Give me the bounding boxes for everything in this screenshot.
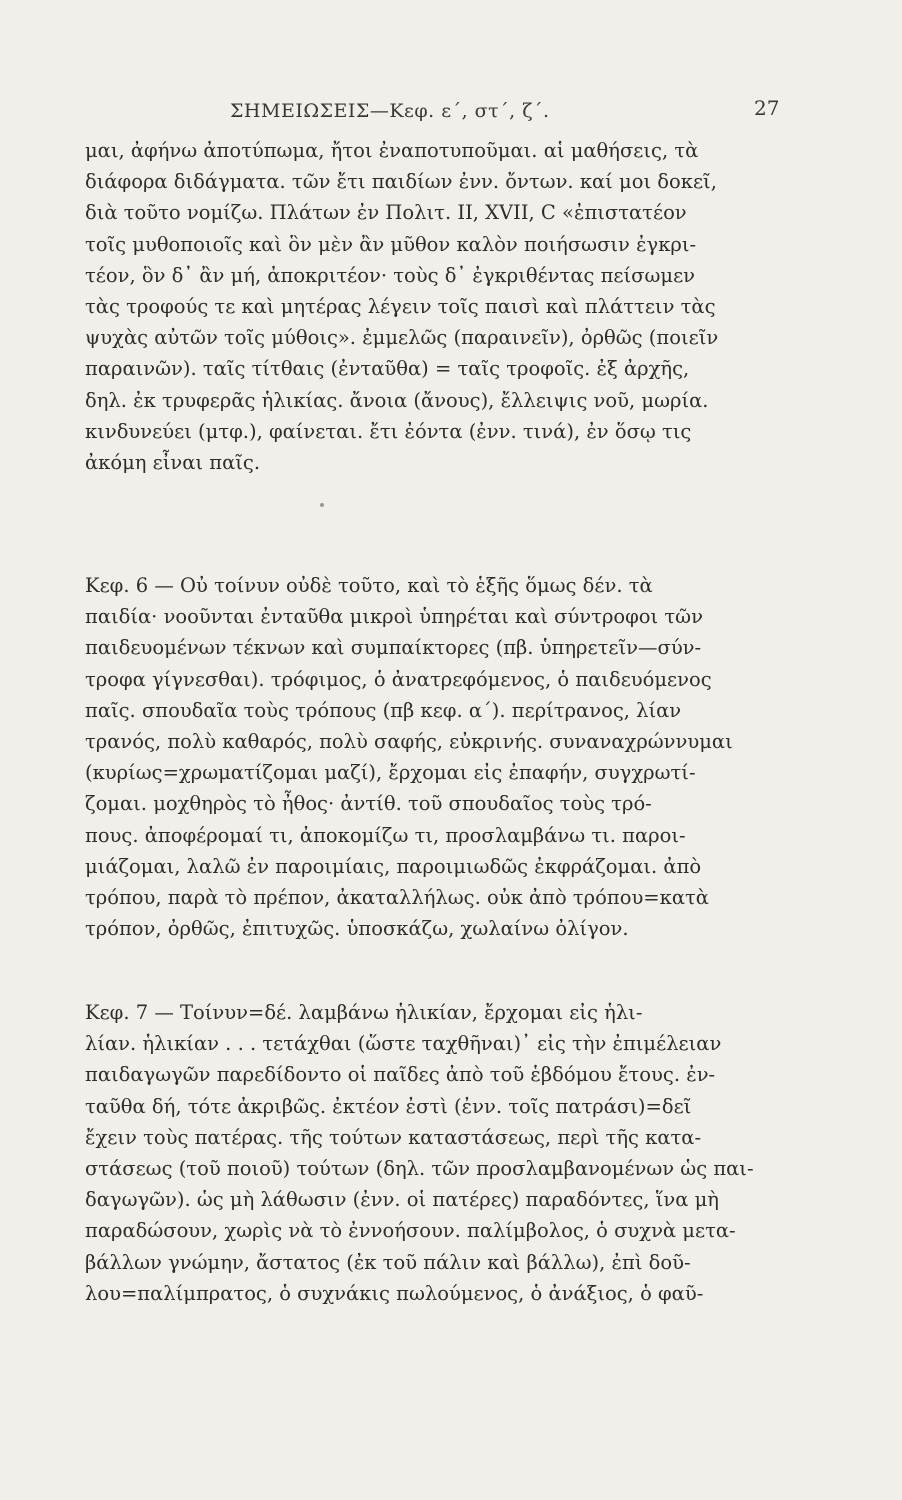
text-line: πους. ἀποφέρομαί τι, ἀποκομίζω τι, προσλαμβάνω τι. παροι- [85, 823, 686, 847]
page-number: 27 [754, 96, 780, 120]
text-line: παιδευομένων τέκνων καὶ συμπαίκτορες (πβ. ὑπηρετεῖν—σύν- [85, 636, 702, 660]
text-line: κινδυνεύει (μτφ.), φαίνεται. ἔτι ἐόντα (ἐνν. τινά), ἐν ὅσῳ τις [85, 419, 692, 443]
text-line: στάσεως (τοῦ ποιοῦ) τούτων (δηλ. τῶν προσλαμβανομένων ὡς παι- [85, 1156, 754, 1180]
paragraph-chapter-7-notes [85, 997, 775, 1309]
text-line: τρόπου, παρὰ τὸ πρέπον, ἀκαταλλήλως. οὐκ ἀπὸ τρόπου=κατὰ [85, 885, 709, 909]
ink-speck [320, 503, 324, 507]
text-line: δαγωγῶν). ὡς μὴ λάθωσιν (ἐνν. οἱ πατέρες) παραδόντες, ἵνα μὴ [85, 1188, 719, 1212]
text-line: λίαν. ἡλικίαν . . . τετάχθαι (ὥστε ταχθῆναι)᾽ εἰς τὴν ἐπιμέλειαν [85, 1032, 722, 1056]
running-head: ΣΗΜΕΙΩΣΕΙΣ—Κεφ. ε΄, στ΄, ζ΄. [230, 100, 550, 122]
text-line: λου=παλίμπρατος, ὁ συχνάκις πωλούμενος, ὁ ἀνάξιος, ὁ φαῦ- [85, 1281, 704, 1305]
text-line: τρόπον, ὀρθῶς, ἐπιτυχῶς. ὑποσκάζω, χωλαίνω ὀλίγον. [85, 917, 629, 941]
text-line: ἀκόμη εἶναι παῖς. [85, 450, 261, 474]
text-line: Κεφ. 6 — Οὐ τοίνυν οὐδὲ τοῦτο, καὶ τὸ ἑξῆς ὅμως δέν. τὰ [85, 574, 653, 597]
text-line: μαι, ἀφήνω ἀποτύπωμα, ἤτοι ἐναποτυποῦμαι. αἱ μαθήσεις, τὰ [85, 139, 699, 162]
text-line: παιδαγωγῶν παρεδίδοντο οἱ παῖδες ἀπὸ τοῦ ἑβδόμου ἔτους. ἐν- [85, 1063, 716, 1087]
text-line: μιάζομαι, λαλῶ ἐν παροιμίαις, παροιμιωδῶς ἐκφράζομαι. ἀπὸ [85, 854, 702, 878]
text-line: παραδώσουν, χωρὶς νὰ τὸ ἐννοήσουν. παλίμβολος, ὁ συχνὰ μετα- [85, 1219, 736, 1243]
text-line: παιδία· νοοῦνται ἐνταῦθα μικροὶ ὑπηρέται καὶ σύντροφοι τῶν [85, 605, 703, 629]
page-header [230, 96, 790, 130]
paragraph-chapter-6-notes [85, 570, 775, 944]
text-line: τρανός, πολὺ καθαρός, πολὺ σαφής, εὐκρινής. συναναχρώννυμαι [85, 729, 733, 753]
text-line: ψυχὰς αὐτῶν τοῖς μύθοις». ἐμμελῶς (παραινεῖν), ὀρθῶς (ποιεῖν [85, 326, 719, 350]
text-line: ταῦθα δή, τότε ἀκριβῶς. ἐκτέον ἐστὶ (ἐνν. τοῖς πατράσι)=δεῖ [85, 1094, 692, 1118]
text-line: (κυρίως=χρωματίζομαι μαζί), ἔρχομαι εἰς ἐπαφήν, συγχρωτί- [85, 761, 696, 785]
text-line: Κεφ. 7 — Τοίνυν=δέ. λαμβάνω ἡλικίαν, ἔρχομαι εἰς ἡλι- [85, 1001, 643, 1024]
text-line: παῖς. σπουδαῖα τοὺς τρόπους (πβ κεφ. α΄). περίτρανος, λίαν [85, 698, 682, 722]
text-line: διὰ τοῦτο νομίζω. Πλάτων ἐν Πολιτ. II, XVII, C «ἐπιστατέον [85, 201, 687, 225]
text-line: τέον, ὃν δ᾽ ἂν μή, ἀποκριτέον· τοὺς δ᾽ ἐγκριθέντας πείσωμεν [85, 263, 696, 287]
text-line: διάφορα διδάγματα. τῶν ἔτι παιδίων ἐνν. ὄντων. καί μοι δοκεῖ, [85, 170, 717, 194]
text-line: δηλ. ἐκ τρυφερᾶς ἡλικίας. ἄνοια (ἄνους), ἔλλειψις νοῦ, μωρία. [85, 388, 709, 412]
text-line: τοῖς μυθοποιοῖς καὶ ὃν μὲν ἂν μῦθον καλὸν ποιήσωσιν ἐγκρι- [85, 232, 697, 256]
text-line: τροφα γίγνεσθαι). τρόφιμος, ὁ ἀνατρεφόμενος, ὁ παιδευόμενος [85, 667, 712, 691]
text-line: τὰς τροφούς τε καὶ μητέρας λέγειν τοῖς παισὶ καὶ πλάττειν τὰς [85, 294, 716, 318]
text-line: ἔχειν τοὺς πατέρας. τῆς τούτων καταστάσεως, περὶ τῆς κατα- [85, 1125, 702, 1149]
text-line: παραινῶν). ταῖς τίτθαις (ἐνταῦθα) = ταῖς τροφοῖς. ἐξ ἀρχῆς, [85, 357, 690, 381]
paragraph-chapter-5-notes [85, 135, 775, 478]
text-line: βάλλων γνώμην, ἄστατος (ἐκ τοῦ πάλιν καὶ βάλλω), ἐπὶ δοῦ- [85, 1250, 691, 1274]
text-line: ζομαι. μοχθηρὸς τὸ ἦθος· ἀντίθ. τοῦ σπουδαῖος τοὺς τρό- [85, 792, 652, 816]
